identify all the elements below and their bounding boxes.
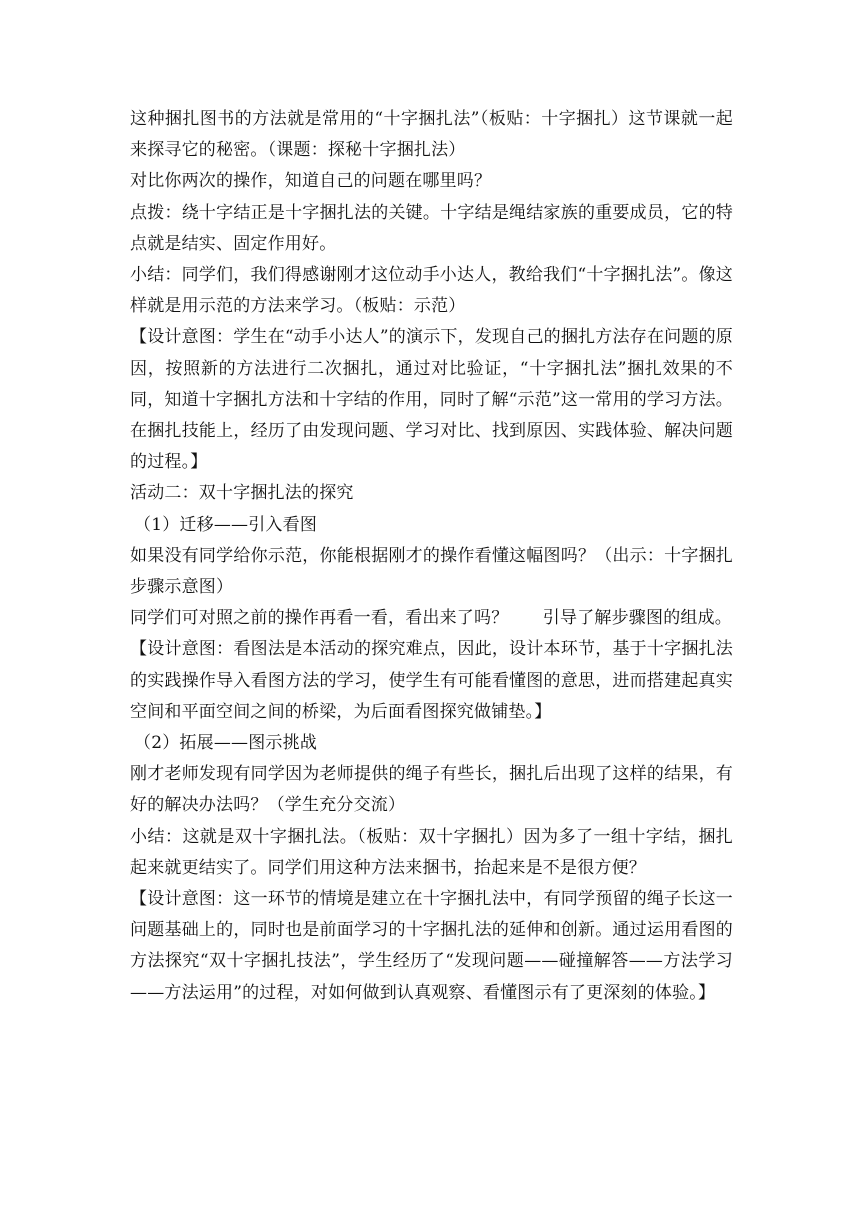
- paragraph-diagram-question: 如果没有同学给你示范，你能根据刚才的操作看懂这幅图吗？（出示：十字捆扎步骤示意图）: [130, 545, 733, 598]
- paragraph-summary-demo: 小结：同学们，我们得感谢刚才这位动手小达人，教给我们“十字捆扎法”。像这样就是用示范的方法来学习。（板贴：示范）: [130, 265, 733, 317]
- heading-activity-two: 活动二：双十字捆扎法的探究: [130, 483, 354, 504]
- paragraph-design-intent-3: 【设计意图：这一环节的情境是建立在十字捆扎法中，有同学预留的绳子长这一问题基础上的，同时也是前面学习的十字捆扎法的延伸和创新。通过运用看图的方法探究“双十字捆扎技法”，学生经历了“发现问题——碰撞解答——方法学习——方法运用”的过程，对如何做到认真观察、看懂图示有了更深刻的体验。】: [130, 889, 733, 1003]
- paragraph-review: 同学们可对照之前的操作再看一看，看出来了吗？ 引导了解步骤图的组成。: [130, 608, 732, 629]
- subheading-transfer: （1）迁移——引入看图: [134, 514, 318, 535]
- paragraph-intro: 这种捆扎图书的方法就是常用的“十字捆扎法”（板贴：十字捆扎）这节课就一起来探寻它的秘密。（课题：探秘十字捆扎法）: [130, 109, 733, 161]
- subheading-extension: （2）拓展——图示挑战: [134, 733, 318, 754]
- paragraph-hint: 点拨：绕十字结正是十字捆扎法的关键。十字结是绳结家族的重要成员，它的特点就是结实、固定作用好。: [130, 202, 733, 254]
- document-body: [130, 104, 733, 1009]
- paragraph-design-intent-1: 【设计意图：学生在“动手小达人”的演示下，发现自己的捆扎方法存在问题的原因，按照新的方法进行二次捆扎，通过对比验证，“十字捆扎法”捆扎效果的不同，知道十字捆扎方法和十字结的作用，同时了解“示范”这一常用的学习方法。在捆扎技能上，经历了由发现问题、学习对比、找到原因、实践体验、解决问题的过程。】: [130, 327, 733, 473]
- paragraph-summary-double: 小结：这就是双十字捆扎法。（板贴：双十字捆扎）因为多了一组十字结，捆扎起来就更结实了。同学们用这种方法来捆书，抬起来是不是很方便？: [130, 826, 733, 878]
- paragraph-compare-question: 对比你两次的操作，知道自己的问题在哪里吗？: [130, 171, 492, 192]
- paragraph-design-intent-2: 【设计意图：看图法是本活动的探究难点，因此，设计本环节，基于十字捆扎法的实践操作导入看图方法的学习，使学生有可能看懂图的意思，进而搭建起真实空间和平面空间之间的桥梁，为后面看图探究做铺垫。】: [130, 639, 733, 722]
- paragraph-long-rope: 刚才老师发现有同学因为老师提供的绳子有些长，捆扎后出现了这样的结果，有好的解决办法吗？（学生充分交流）: [130, 764, 733, 816]
